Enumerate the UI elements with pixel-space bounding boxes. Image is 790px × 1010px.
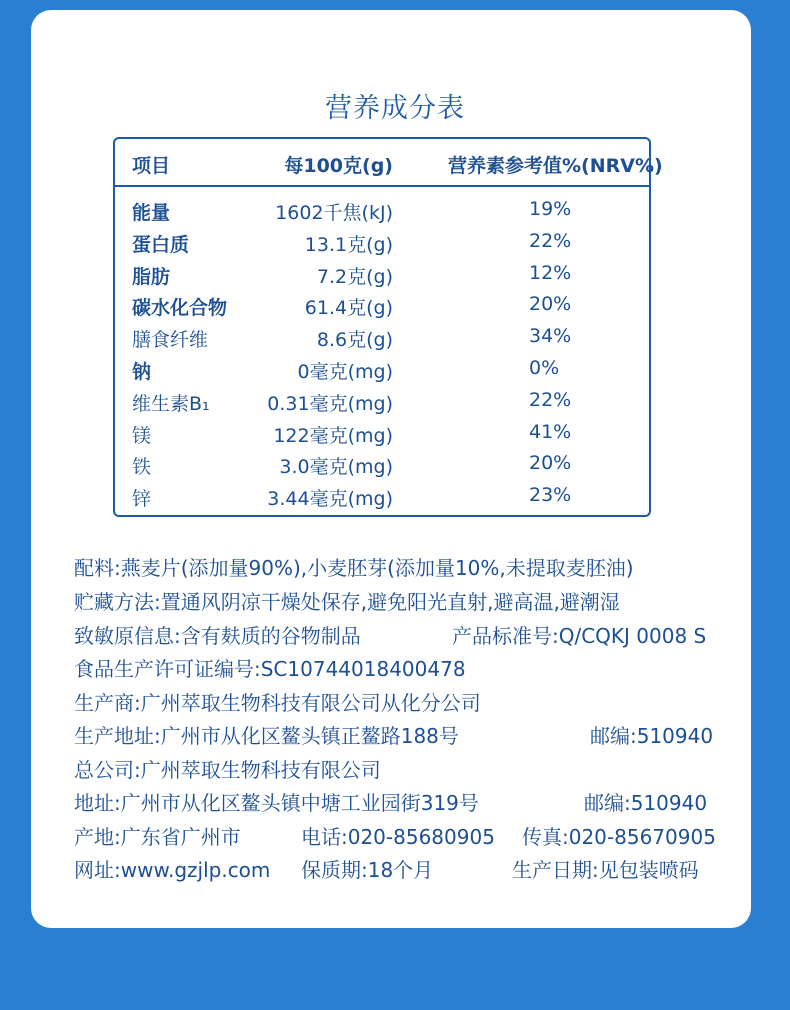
table-row bbox=[115, 417, 649, 449]
storage-text: 贮藏方法:置通风阴凉干燥处保存,避免阳光直射,避高温,避潮湿 bbox=[74, 590, 620, 614]
nutrient-name: 碳水化合物 bbox=[132, 297, 228, 320]
nutrient-nrv: 34% bbox=[529, 325, 572, 348]
nutrient-nrv: 12% bbox=[529, 261, 572, 284]
nutrient-name: 锌 bbox=[132, 488, 152, 511]
ingredients-text: 配料:燕麦片(添加量90%),小麦胚芽(添加量10%,未提取麦胚油) bbox=[74, 556, 634, 580]
nutrient-amount: 1602千焦(kJ) bbox=[275, 202, 393, 224]
table-row bbox=[115, 480, 649, 512]
table-row bbox=[115, 353, 649, 385]
page-title: 营养成分表 bbox=[325, 93, 465, 124]
phone-text: 电话:020-85680905 bbox=[301, 825, 495, 849]
hq-zip-text: 邮编:510940 bbox=[584, 791, 708, 815]
nutrient-name: 钠 bbox=[132, 361, 152, 383]
table-row bbox=[115, 226, 649, 258]
nutrient-amount: 122毫克(mg) bbox=[273, 424, 393, 447]
nutrient-nrv: 41% bbox=[529, 420, 572, 443]
hq-address-line bbox=[74, 787, 714, 817]
table-header bbox=[115, 139, 663, 187]
hq-address-text: 地址:广州市从化区鳌头镇中塘工业园街319号 bbox=[74, 791, 479, 815]
nutrient-amount: 7.2克(g) bbox=[316, 265, 393, 288]
nutrient-amount: 0.31毫克(mg) bbox=[267, 392, 393, 415]
license-line bbox=[74, 653, 714, 683]
contact-line bbox=[74, 821, 714, 851]
standard-text: 产品标准号:Q/CQKJ 0008 S bbox=[452, 624, 707, 648]
table-row bbox=[115, 321, 649, 353]
website-text: 网址:www.gzjlp.com bbox=[74, 858, 271, 882]
nutrient-amount: 3.0毫克(mg) bbox=[279, 456, 393, 479]
header-nrv: 营养素参考值%(NRV%) bbox=[448, 155, 663, 177]
nutrient-name: 镁 bbox=[132, 424, 152, 447]
nutrient-amount: 13.1克(g) bbox=[304, 233, 393, 256]
table-row bbox=[115, 289, 649, 321]
producer-address-text: 生产地址:广州市从化区鳌头镇正鳌路188号 bbox=[74, 724, 459, 748]
nutrient-amount: 3.44毫克(mg) bbox=[267, 488, 393, 511]
nutrient-nrv: 20% bbox=[529, 293, 572, 316]
nutrient-name: 维生素B₁ bbox=[132, 392, 210, 415]
producer-line bbox=[74, 687, 714, 717]
table-row bbox=[115, 448, 649, 480]
nutrient-name: 蛋白质 bbox=[132, 233, 190, 256]
nutrient-nrv: 22% bbox=[529, 229, 572, 252]
nutrient-name: 脂肪 bbox=[132, 265, 171, 288]
ingredients-line bbox=[74, 552, 714, 582]
producer-address-line bbox=[74, 720, 714, 750]
hq-text: 总公司:广州萃取生物科技有限公司 bbox=[74, 758, 381, 782]
origin-text: 产地:广东省广州市 bbox=[74, 825, 241, 849]
header-item: 项目 bbox=[132, 155, 171, 177]
website-line bbox=[74, 854, 714, 884]
nutrient-name: 膳食纤维 bbox=[132, 329, 209, 352]
table-row bbox=[115, 385, 649, 417]
fax-text: 传真:020-85670905 bbox=[522, 825, 716, 849]
header-amount: 每100克(g) bbox=[284, 155, 393, 177]
hq-line bbox=[74, 754, 714, 784]
nutrient-nrv: 19% bbox=[529, 198, 572, 220]
nutrient-amount: 0毫克(mg) bbox=[297, 361, 393, 383]
nutrition-table bbox=[113, 137, 663, 517]
nutrient-name: 铁 bbox=[132, 456, 152, 479]
production-date-text: 生产日期:见包装喷码 bbox=[512, 858, 699, 882]
nutrient-nrv: 22% bbox=[529, 388, 572, 411]
nutrient-amount: 8.6克(g) bbox=[316, 329, 393, 352]
nutrient-nrv: 20% bbox=[529, 452, 572, 475]
allergen-line bbox=[74, 620, 714, 650]
nutrient-nrv: 23% bbox=[529, 484, 572, 507]
nutrient-name: 能量 bbox=[132, 202, 171, 224]
table-row bbox=[115, 258, 649, 290]
storage-line bbox=[74, 586, 714, 616]
table-row bbox=[115, 194, 649, 226]
allergen-text: 致敏原信息:含有麸质的谷物制品 bbox=[74, 624, 361, 648]
shelf-life-text: 保质期:18个月 bbox=[301, 858, 434, 882]
producer-text: 生产商:广州萃取生物科技有限公司从化分公司 bbox=[74, 691, 481, 715]
license-text: 食品生产许可证编号:SC10744018400478 bbox=[74, 657, 466, 681]
nutrient-amount: 61.4克(g) bbox=[304, 297, 393, 320]
producer-zip-text: 邮编:510940 bbox=[590, 724, 714, 748]
nutrient-nrv: 0% bbox=[529, 357, 560, 379]
